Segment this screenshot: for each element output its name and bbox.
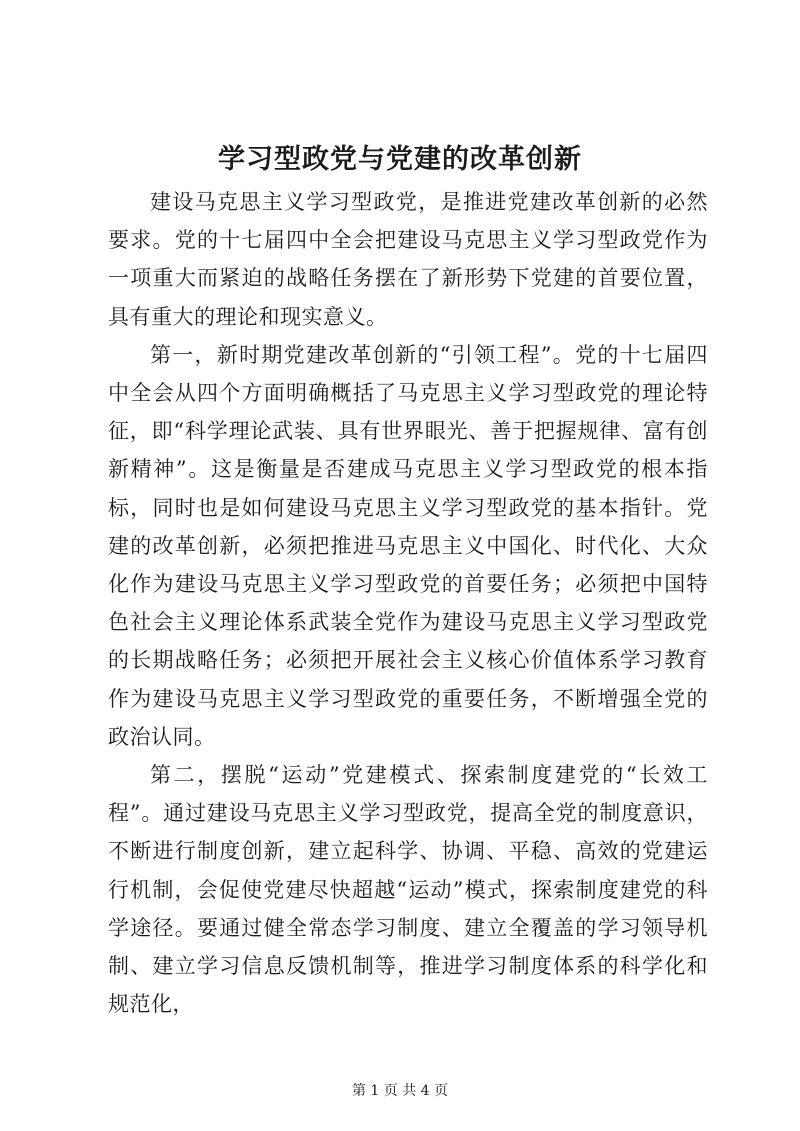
paragraph-3: 第二，摆脱“运动”党建模式、探索制度建党的“长效工程”。通过建设马克思主义学习型政党，提高全党的制度意识，不断进行制度创新，建立起科学、协调、平稳、高效的党建运行机制，会促使党建尽快超越“运动”模式，探索制度建党的科学途径。要通过健全常态学习制度、建立全覆盖的学习领导机制、建立学习信息反馈机制等，推进学习制度体系的科学化和规范化， — [108, 763, 708, 1017]
paragraph-1: 建设马克思主义学习型政党，是推进党建改革创新的必然要求。党的十七届四中全会把建设马克思主义学习型政党作为一项重大而紧迫的战略任务摆在了新形势下党建的首要位置，具有重大的理论和现实意义。 — [108, 190, 708, 329]
paragraph-2: 第一，新时期党建改革创新的“引领工程”。党的十七届四中全会从四个方面明确概括了马克思主义学习型政党的理论特征，即“科学理论武装、具有世界眼光、善于把握规律、富有创新精神”。这是衡量是否建成马克思主义学习型政党的根本指标，同时也是如何建设马克思主义学习型政党的基本指针。党建的改革创新，必须把推进马克思主义中国化、时代化、大众化作为建设马克思主义学习型政党的首要任务；必须把中国特色社会主义理论体系武装全党作为建设马克思主义学习型政党的长期战略任务；必须把开展社会主义核心价值体系学习教育作为建设马克思主义学习型政党的重要任务，不断增强全党的政治认同。 — [108, 342, 708, 749]
document-title: 学习型政党与党建的改革创新 — [218, 144, 582, 175]
page-number-footer: 第 1 页 共 4 页 — [351, 1083, 449, 1099]
document-body — [108, 183, 708, 1023]
